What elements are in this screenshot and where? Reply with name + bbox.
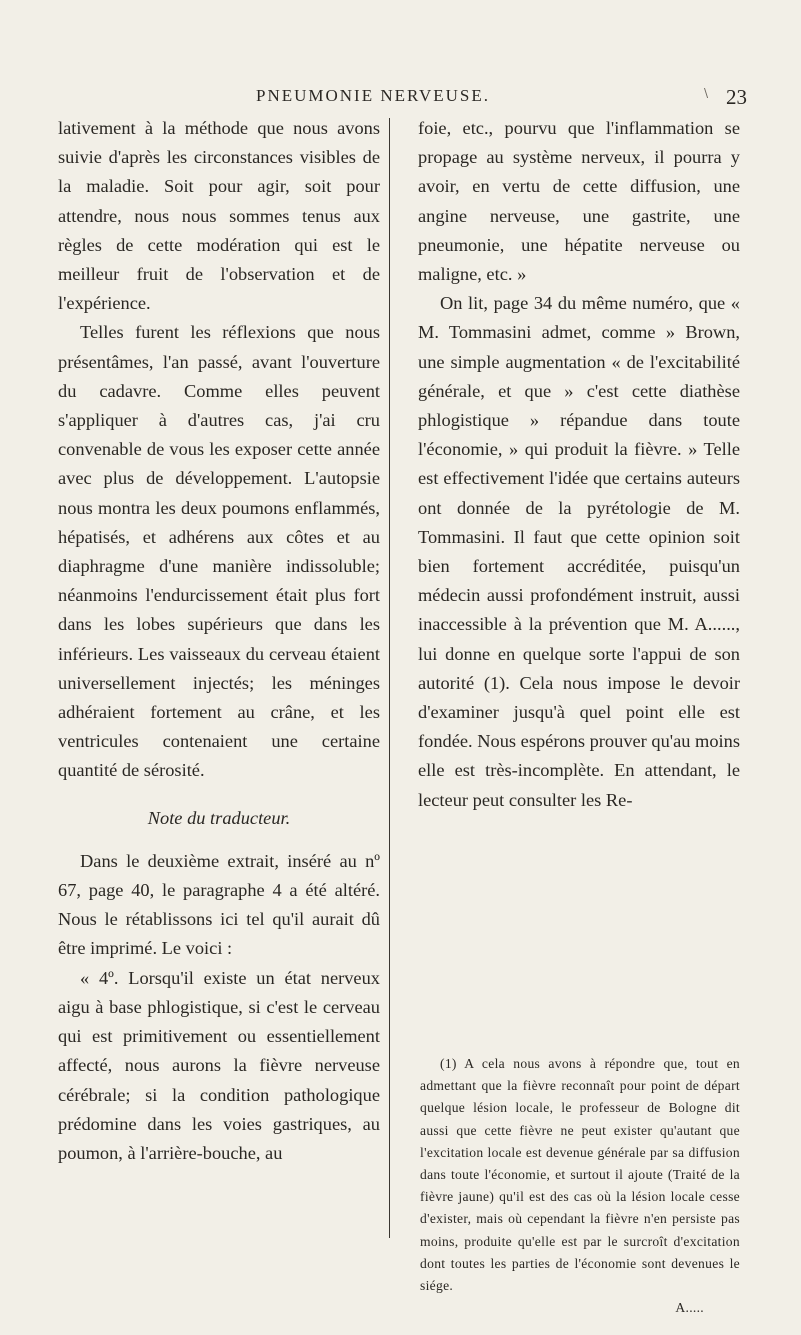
paragraph: foie, etc., pourvu que l'inflammation se propage au système nerveux, il pourra y avoir, en vertu de cette diffusion, une angine nerveuse, une gastrite, une pneumonie, une hépatite nerveuse ou maligne, etc. » xyxy=(418,118,740,285)
footnote-signature: A..... xyxy=(675,1300,704,1316)
right-column xyxy=(418,114,740,815)
running-title: PNEUMONIE NERVEUSE. xyxy=(256,86,491,105)
page-number: 23 xyxy=(726,85,747,109)
paragraph: Telles furent les réflexions que nous présentâmes, l'an passé, avant l'ouverture du cadavre. Comme elles peuvent s'appliquer à d'autres cas, j'ai cru convenable de vous les exposer cette année avec plus de développement. L'autopsie nous montra les deux poumons enflammés, hépatisés, et adhérens aux côtes et au diaphragme d'une manière indissoluble; néanmoins l'endurcissement était plus fort dans les lobes supérieurs que dans les inférieurs. Les vaisseaux du cerveau étaient universellement injectés; les méninges adhéraient fortement au crâne, et les ventricules contenaient une certaine quantité de sérosité. xyxy=(58,322,380,781)
paragraph: lativement à la méthode que nous avons suivie d'après les circonstances visibles de la maladie. Soit pour agir, soit pour attendre, nous nous sommes tenus aux règles de cette modération qui est le meilleur fruit de l'observation et de l'expérience. xyxy=(58,118,380,314)
running-header xyxy=(0,86,801,114)
footnote-text: (1) A cela nous avons à répondre que, tout en admettant que la fièvre reconnaît pour point de départ quelque lésion locale, le professeur de Bologne dit aussi que cette fièvre ne peut exister qu'autant que l'excitation locale est devenue générale par sa diffusion dans toute l'économie, et surtout il ajoute (Traité de la fièvre jaune) qu'il est des cas où la lésion locale cesse d'exister, mais où cependant la fièvre n'en persiste pas moins, produite qu'elle est par le surcroît d'excitation dont toutes les parties de l'économie sont devenues le siége. xyxy=(420,1056,740,1294)
column-divider xyxy=(389,118,390,1238)
paragraph: Dans le deuxième extrait, inséré au nº 67, page 40, le paragraphe 4 a été altéré. Nous le rétablissons ici tel qu'il aurait dû être imprimé. Le voici : xyxy=(58,850,380,959)
left-column xyxy=(58,114,380,1168)
note-title: Note du traducteur. xyxy=(147,807,291,828)
paragraph: On lit, page 34 du même numéro, que « M. Tommasini admet, comme » Brown, une simple augmentation « de l'excitabilité générale, et que » c'est cette diathèse phlogistique » répandue dans toute l'économie, » qui produit la fièvre. » Telle est effectivement l'idée que certains auteurs ont donnée de la pyrétologie de M. Tommasini. Il faut que cette opinion soit bien fortement accréditée, puisqu'un médecin aussi profondément instruit, aussi inaccessible à la prévention que M. A......, lui donne en quelque sorte l'appui de son autorité (1). Cela nous impose le devoir d'examiner jusqu'à quel point elle est fondée. Nous espérons prouver qu'au moins elle est très-incomplète. En attendant, le lecteur peut consulter les Re- xyxy=(418,293,741,810)
margin-mark: \ xyxy=(704,86,709,100)
paragraph: « 4º. Lorsqu'il existe un état nerveux aigu à base phlogistique, si c'est le cerveau qui est primitivement ou essentiellement affecté, nous aurons la fièvre nerveuse cérébrale; si la condition pathologique prédomine dans les voies gastriques, au poumon, à l'arrière-bouche, au xyxy=(58,967,380,1163)
footnote xyxy=(420,1053,740,1319)
